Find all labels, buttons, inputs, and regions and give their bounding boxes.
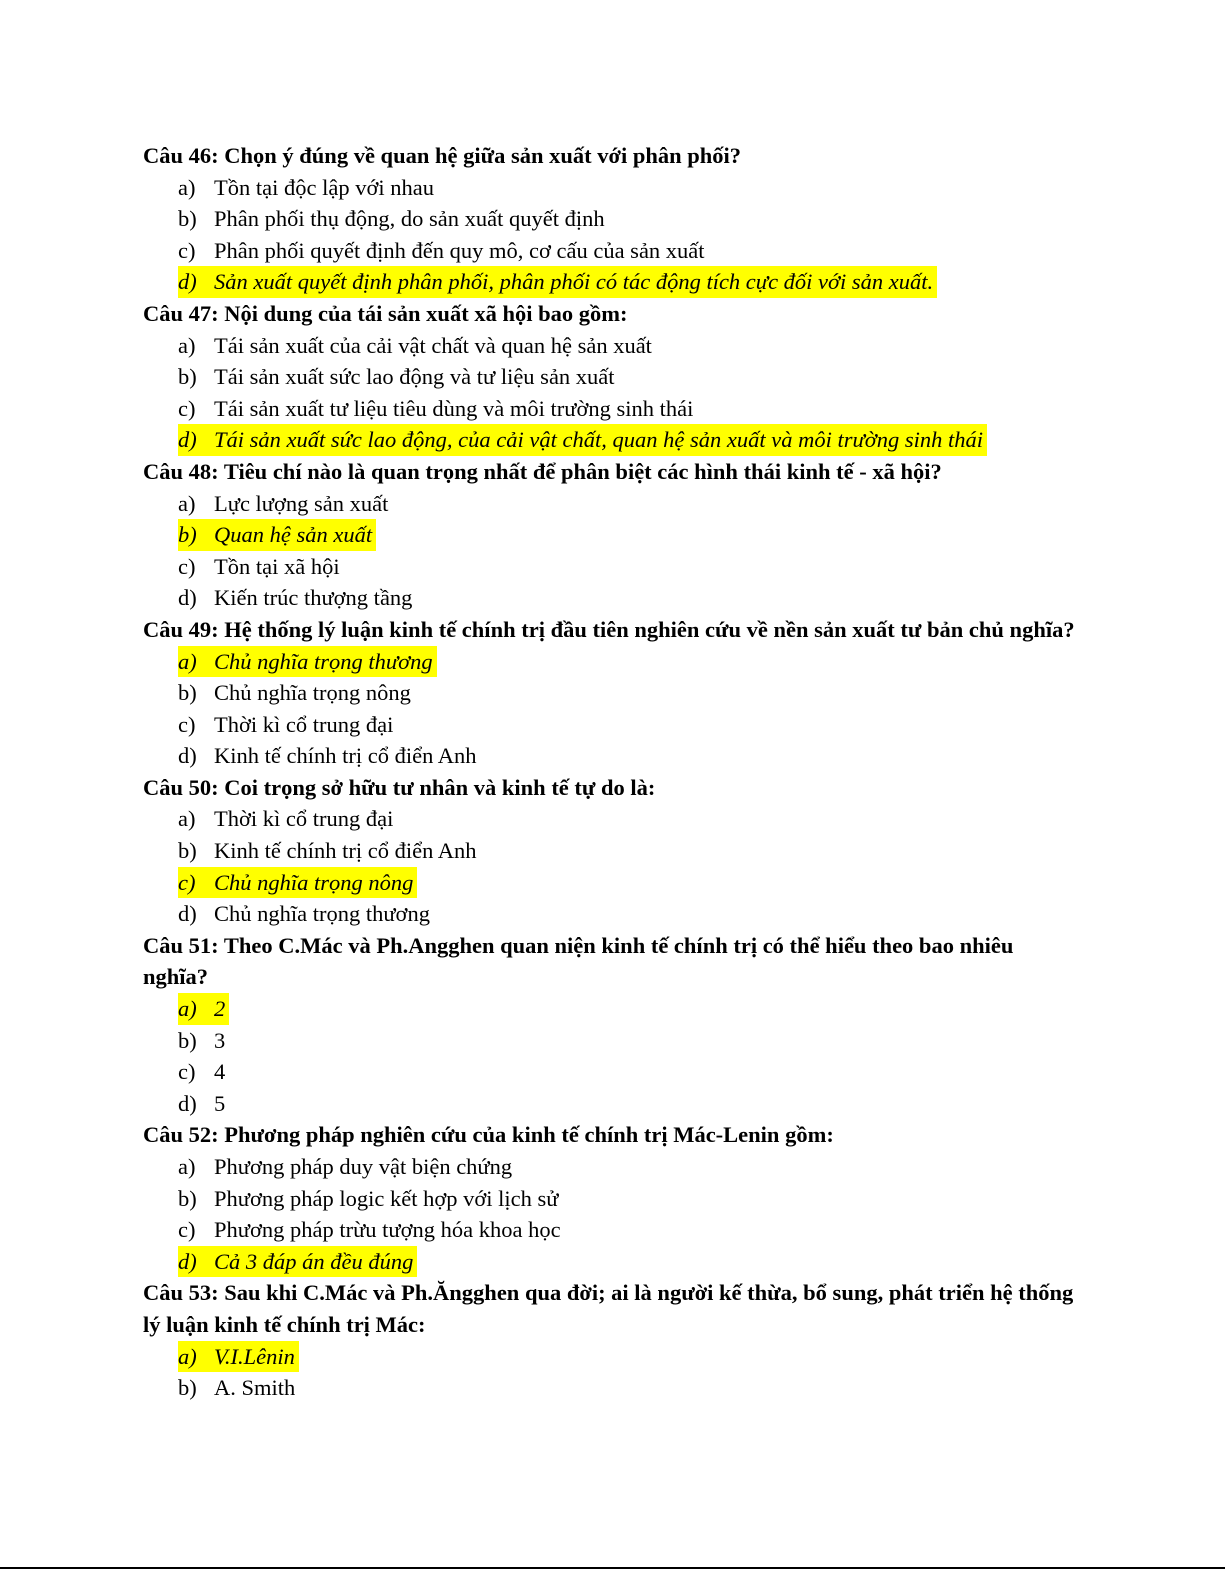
option-text: 5: [214, 1090, 226, 1116]
option-text: 2: [214, 996, 226, 1022]
answer-option: [143, 393, 1078, 425]
answer-option: [143, 488, 1078, 520]
question-block: [143, 772, 1078, 930]
option-letter: b): [178, 838, 197, 864]
answer-highlight: [178, 1341, 299, 1373]
option-content: [178, 803, 393, 835]
option-text: Chủ nghĩa trọng thương: [214, 901, 430, 927]
answer-option: [143, 551, 1078, 583]
option-letter: a): [178, 806, 196, 832]
answer-option: [143, 330, 1078, 362]
correct-answer-option: [143, 646, 1078, 678]
correct-answer-option: [143, 867, 1078, 899]
option-content: [178, 1151, 512, 1183]
answer-option: [143, 835, 1078, 867]
option-content: [178, 677, 411, 709]
option-text: Tái sản xuất tư liệu tiêu dùng và môi trường sinh thái: [214, 395, 694, 421]
option-letter: a): [178, 996, 197, 1022]
answer-option: [143, 709, 1078, 741]
answer-option: [143, 203, 1078, 235]
option-text: Phương pháp duy vật biện chứng: [214, 1154, 513, 1179]
option-letter: d): [178, 901, 197, 927]
option-text: Phân phối thụ động, do sản xuất quyết định: [214, 206, 605, 232]
option-text: Lực lượng sản xuất: [214, 490, 389, 516]
option-content: [178, 488, 388, 520]
correct-answer-option: [143, 1246, 1078, 1278]
option-content: [178, 898, 430, 930]
answer-option: [143, 172, 1078, 204]
option-letter: a): [178, 648, 197, 674]
option-letter: a): [178, 174, 196, 200]
option-list: [143, 172, 1078, 298]
option-content: [178, 330, 652, 362]
option-letter: b): [178, 1027, 197, 1053]
option-content: [178, 203, 605, 235]
option-letter: c): [178, 869, 196, 895]
option-letter: c): [178, 395, 196, 421]
option-text: Kinh tế chính trị cổ điển Anh: [214, 838, 477, 864]
correct-answer-option: [143, 1341, 1078, 1373]
answer-option: [143, 898, 1078, 930]
option-content: [178, 1025, 225, 1057]
answer-highlight: [178, 266, 937, 298]
question-block: [143, 140, 1078, 298]
correct-answer-option: [143, 424, 1078, 456]
question-block: [143, 930, 1078, 1120]
option-text: 3: [214, 1027, 226, 1053]
option-content: [178, 361, 615, 393]
option-letter: b): [178, 522, 197, 548]
option-letter: b): [178, 1185, 197, 1211]
option-content: [178, 1088, 225, 1120]
option-text: Tái sản xuất của cải vật chất và quan hệ sản xuất: [214, 332, 652, 358]
option-text: Chủ nghĩa trọng nông: [214, 680, 411, 706]
option-letter: b): [178, 680, 197, 706]
option-text: Tái sản xuất sức lao động, của cải vật chất, quan hệ sản xuất và môi trường sinh thái: [214, 427, 983, 453]
answer-option: [143, 1372, 1078, 1404]
question-title: Câu 49: Hệ thống lý luận kinh tế chính trị đầu tiên nghiên cứu về nền sản xuất tư bản chủ nghĩa?: [143, 616, 1075, 642]
option-text: Chủ nghĩa trọng thương: [214, 648, 433, 674]
option-text: V.I.Lênin: [214, 1343, 295, 1369]
question-block: [143, 456, 1078, 614]
option-letter: d): [178, 1248, 197, 1274]
answer-option: [143, 1183, 1078, 1215]
option-text: Quan hệ sản xuất: [214, 522, 373, 548]
option-content: [178, 235, 705, 267]
option-letter: a): [178, 332, 196, 358]
option-text: Thời kì cổ trung đại: [214, 806, 394, 832]
option-letter: c): [178, 237, 196, 263]
answer-option: [143, 677, 1078, 709]
option-list: [143, 803, 1078, 929]
option-list: [143, 646, 1078, 772]
question-block: [143, 614, 1078, 772]
option-content: [178, 709, 393, 741]
answer-option: [143, 235, 1078, 267]
option-list: [143, 330, 1078, 456]
answer-option: [143, 1056, 1078, 1088]
option-content: [178, 582, 412, 614]
document-page: [143, 140, 1078, 1404]
option-letter: b): [178, 1375, 197, 1401]
question-block: [143, 1119, 1078, 1277]
option-content: [178, 393, 693, 425]
option-letter: c): [178, 1217, 196, 1243]
correct-answer-option: [143, 519, 1078, 551]
option-letter: b): [178, 206, 197, 232]
question-title: Câu 51: Theo C.Mác và Ph.Angghen quan niện kinh tế chính trị có thể hiểu theo bao nhiêu nghĩa?: [143, 932, 1014, 990]
option-letter: d): [178, 585, 197, 611]
question-title: Câu 50: Coi trọng sở hữu tư nhân và kinh tế tự do là:: [143, 774, 656, 800]
option-text: Phân phối quyết định đến quy mô, cơ cấu của sản xuất: [214, 237, 705, 263]
option-letter: c): [178, 1059, 196, 1085]
option-content: [178, 1372, 295, 1404]
option-content: [178, 835, 476, 867]
answer-option: [143, 1151, 1078, 1183]
option-text: Cả 3 đáp án đều đúng: [214, 1248, 414, 1274]
option-letter: a): [178, 1343, 197, 1369]
answer-highlight: [178, 1246, 417, 1278]
option-text: Chủ nghĩa trọng nông: [214, 869, 414, 895]
answer-option: [143, 1025, 1078, 1057]
option-text: Thời kì cổ trung đại: [214, 711, 394, 737]
question-title: Câu 46: Chọn ý đúng về quan hệ giữa sản xuất với phân phối?: [143, 143, 742, 168]
option-letter: d): [178, 743, 197, 769]
option-content: [178, 1056, 225, 1088]
option-letter: c): [178, 711, 196, 737]
option-text: Phương pháp trừu tượng hóa khoa học: [214, 1217, 561, 1243]
answer-option: [143, 740, 1078, 772]
option-letter: d): [178, 269, 197, 295]
option-list: [143, 1341, 1078, 1404]
answer-highlight: [178, 867, 417, 899]
answer-option: [143, 803, 1078, 835]
option-content: [178, 740, 476, 772]
option-content: [178, 1214, 561, 1246]
answer-highlight: [178, 993, 229, 1025]
option-text: Kiến trúc thượng tầng: [214, 585, 413, 611]
question-title: Câu 48: Tiêu chí nào là quan trọng nhất để phân biệt các hình thái kinh tế - xã hội?: [143, 458, 942, 484]
option-text: 4: [214, 1059, 226, 1085]
correct-answer-option: [143, 266, 1078, 298]
option-content: [178, 172, 434, 204]
answer-option: [143, 1088, 1078, 1120]
option-text: Tái sản xuất sức lao động và tư liệu sản xuất: [214, 364, 615, 390]
answer-highlight: [178, 424, 987, 456]
option-text: Tồn tại xã hội: [214, 553, 340, 579]
option-list: [143, 488, 1078, 614]
question-title: Câu 47: Nội dung của tái sản xuất xã hội bao gồm:: [143, 300, 628, 326]
option-letter: b): [178, 364, 197, 390]
question-title: Câu 52: Phương pháp nghiên cứu của kinh tế chính trị Mác-Lenin gồm:: [143, 1122, 834, 1148]
answer-highlight: [178, 646, 437, 678]
question-title: Câu 53: Sau khi C.Mác và Ph.Ăngghen qua đời; ai là người kế thừa, bổ sung, phát triển hệ thống lý luận kinh tế chính trị Mác:: [143, 1280, 1074, 1337]
option-content: [178, 551, 340, 583]
option-text: Phương pháp logic kết hợp với lịch sử: [214, 1185, 559, 1211]
option-letter: a): [178, 490, 196, 516]
option-letter: d): [178, 1090, 197, 1116]
option-text: Tồn tại độc lập với nhau: [214, 174, 434, 200]
question-block: [143, 1277, 1078, 1403]
option-text: A. Smith: [214, 1375, 296, 1401]
option-content: [178, 1183, 558, 1215]
correct-answer-option: [143, 993, 1078, 1025]
option-text: Sản xuất quyết định phân phối, phân phối có tác động tích cực đối với sản xuất.: [214, 269, 934, 295]
option-list: [143, 993, 1078, 1119]
option-list: [143, 1151, 1078, 1277]
answer-option: [143, 582, 1078, 614]
option-letter: c): [178, 553, 196, 579]
option-letter: a): [178, 1154, 196, 1179]
answer-option: [143, 361, 1078, 393]
option-letter: d): [178, 427, 197, 453]
answer-highlight: [178, 519, 376, 551]
answer-option: [143, 1214, 1078, 1246]
option-text: Kinh tế chính trị cổ điển Anh: [214, 743, 477, 769]
page-bottom-rule: [0, 1567, 1225, 1569]
question-block: [143, 298, 1078, 456]
